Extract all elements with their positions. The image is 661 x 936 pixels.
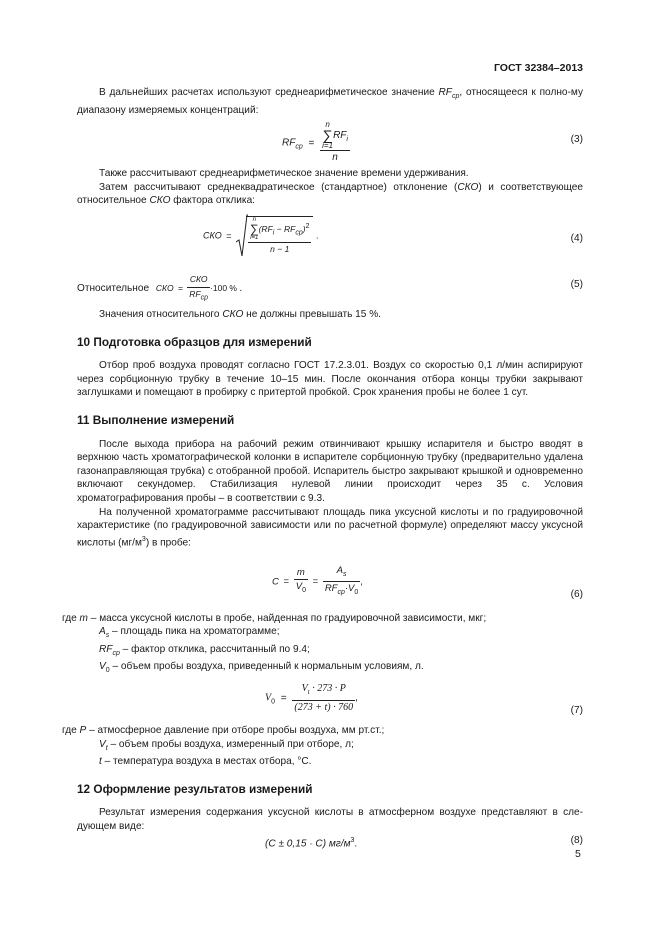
section-11-title: 11 Выполнение измерений [77,412,235,427]
symbol: V [99,738,106,750]
symbol-sub: 0 [105,667,110,675]
text-run: где [62,612,77,624]
eq-den-sub: ср [337,589,345,597]
eq-den: (273 + t) · 760 [294,701,354,713]
symbol-sko: СКО [222,308,244,320]
symbol: A [99,626,106,638]
page-content [62,86,583,850]
paragraph-also: Также рассчитывают среднеарифметическое значение времени удерживания. [99,168,469,180]
text-run: фактора отклика: [173,195,255,207]
section-11-text-2 [77,506,583,550]
eq-den: ·V [344,583,355,595]
text-run: – объем пробы воздуха, приведенный к нормальным условиям, л. [109,661,424,673]
eq-lhs: RF [282,137,296,149]
superscript: 3 [141,535,146,543]
section-12-title: 12 Оформление результатов измерений [77,781,313,796]
definitions-eq7 [62,724,583,769]
eq-num: A [336,564,343,576]
equation-number: (6) [570,588,583,600]
symbol-sub: s [105,632,110,640]
eq-den-sub: ср [200,294,209,302]
sqrt-sign [236,214,248,258]
text-run: – фактор отклика, рассчитанный по 9.4; [119,643,310,655]
symbol: m [79,612,88,624]
eq-den: n − 1 [270,243,290,254]
text-run: Затем рассчитывают среднеквадратическое (стандартное) отклонение ( [99,181,458,193]
eq7-fraction [292,682,355,714]
section-11-text-1: После выхода прибора на рабочий режим отвинчивают крышку испарителя и быстро вводят в верхнюю часть хроматографической колонки в испарителе сорбционную трубку (предварительно удалена газонаправляющая трубка) с отобранной пробой. Испаритель быстро закрывают крышкой и одновременно включают секундомер. Стабилизация нулевой линии происходит через 35 с. Условия хроматографирования пробы – в соответствии с 9.3. [77,438,583,504]
symbol-sub: ср [112,649,120,657]
eq-den: n [332,152,338,164]
text-run: не должны превышать 15 %. [246,308,381,320]
eq-num-sub: t [307,688,310,697]
equation-4: СКО = n ∑ i=1 $(RF_i - RF_{ср})^2$ n − 1 . (4) [77,208,583,272]
symbol-sub: t [105,744,108,752]
eq-num: V [301,683,308,695]
equation-3: $RF_{ср}$ = n ∑ i=1 $RF_i$ n (3) [282,120,583,164]
eq-den: RF [189,288,201,299]
equation-number: (5) [570,278,583,290]
text-run: На полученной хроматограмме рассчитывают площадь пика уксусной кислоты и по градуировочной характеристике (по градуировочной зависимости или по расчетной формуле) определяют массу уксусной кислоты (мг/м [77,506,583,549]
symbol-sko: СКО [149,195,171,207]
symbol: P [79,725,87,737]
text-run: – атмосферное давление при отборе пробы воздуха, мм рт.ст.; [86,725,385,737]
equation-5: Относительное СКО = $\frac{\text{СКО}}{RF_{ср}}$ ·100 % . (5) [77,272,583,302]
eq-tail: . [239,283,243,295]
eq-num: СКО [187,273,210,288]
superscript: 3 [350,836,355,844]
eq-num-sub: i [346,136,348,144]
eq-num-sub: i [272,229,275,237]
eq-power: 2 [305,222,310,230]
equation-number: (8) [570,834,583,846]
equation-7: $V_0$ = $\frac{V_t \cdot 273 \cdot P}{(273 + t) \cdot 760}$ , (7) [265,683,583,717]
text-run: , относящееся к полно-му диапазону измеряемых концентраций: [77,87,583,116]
text-run: – масса уксусной кислоты в пробе, найденная по градуировочной зависимости, мкг; [87,612,487,624]
text-run: Относительное [77,283,150,295]
eq4-fraction [248,217,311,257]
paragraph-sko [77,181,583,208]
eq-tail: , [360,576,363,588]
eq-lhs-sub: ср [295,143,303,151]
symbol: V [99,661,106,673]
definition-t [62,755,583,769]
text-run: Значения относительного [99,308,220,320]
eq-num: ) [302,223,306,234]
sum-sign: ∑ [322,127,333,144]
eq-expression: (C ± 0,15 · C) мг/м [265,838,351,850]
section-10-text: Отбор проб воздуха проводят согласно ГОСТ 17.2.3.01. Воздух со скоростью 0,1 л/мин аспирируют через сорбционную трубку в течение 10–15 мин. После окончания отбора концы трубки закрывают заглушками и помещают в пробирку с притертой пробкой. Срок хранения пробы не более 1 сут. [77,360,583,399]
eq-num: (RF [258,223,273,234]
definitions-eq6 [62,612,583,678]
text-run: – объем пробы воздуха, измеренный при отборе, л; [107,738,354,750]
eq-tail: , [355,692,358,704]
eq-tail: . [316,230,319,241]
sum-upper: n [252,216,256,223]
eq-num: − RF [274,223,296,234]
sqrt-block [236,216,313,257]
eq-den-sub: 0 [354,589,359,597]
definition-as [62,625,583,643]
equation-number: (3) [570,134,583,146]
equation-8 [77,834,583,850]
eq-lhs-sub: 0 [271,698,276,706]
symbol-sko: СКО [457,181,479,193]
section-12-text: Результат измерения содержания уксусной кислоты в атмосферном воздухе представляют в сле-дующем виде: [77,807,583,833]
definition-p [62,724,583,738]
symbol: t [99,756,102,768]
text-run: В дальнейших расчетах используют среднеарифметическое значение [99,87,435,98]
eq-lhs: V [265,692,272,704]
eq-tail: ·100 % [210,283,237,294]
eq6-fraction-2 [323,564,360,600]
sum-lower: i=1 [250,234,259,241]
eq-lhs: СКО [203,230,222,241]
sum-lower: i=1 [322,141,334,151]
sum-upper: n [325,120,330,130]
eq-den: V [295,581,303,593]
equation-number: (7) [570,705,583,717]
eq5-fraction [187,273,210,305]
standard-header: ГОСТ 32384–2013 [493,62,583,74]
definition-m [62,612,583,626]
page-number: 5 [575,848,581,860]
text-run: ) и соответствующее относительное [77,181,583,207]
eq-lhs: C [272,576,279,588]
eq-num-sub: ср [295,229,303,237]
eq6-fraction-1 [294,566,308,598]
eq-num: m [294,566,308,581]
eq-num-sub: s [342,570,347,578]
definition-rf [62,643,583,661]
section-10-title: 10 Подготовка образцов для измерений [77,334,312,349]
eq-num: RF [333,130,347,142]
eq-num: · 273 · P [309,683,346,695]
definition-v0 [62,660,583,678]
symbol-sub: ср [451,93,460,101]
eq-tail: . [354,838,358,850]
eq-den: RF [324,583,338,595]
symbol-rf: RF [438,87,452,98]
eq-den-sub: 0 [302,587,306,595]
text-run: – температура воздуха в местах отбора, °С. [101,756,312,768]
symbol: RF [99,643,113,655]
sum-sign: ∑ [250,221,259,236]
text-run: – площадь пика на хроматограмме; [109,626,280,638]
equation-6: C = $\frac{m}{V_0}$ = $\frac{A_s}{RF_{ср}\cdot V_0}$ , (6) [272,564,583,600]
equation-number: (4) [570,232,583,244]
text-run: где [62,725,77,737]
paragraph-limit [77,308,583,322]
eq3-fraction [320,121,350,165]
eq-lhs: СКО [155,283,174,294]
text-run: ) в пробе: [145,537,191,549]
paragraph-intro [77,86,583,117]
definition-vt [62,738,583,756]
